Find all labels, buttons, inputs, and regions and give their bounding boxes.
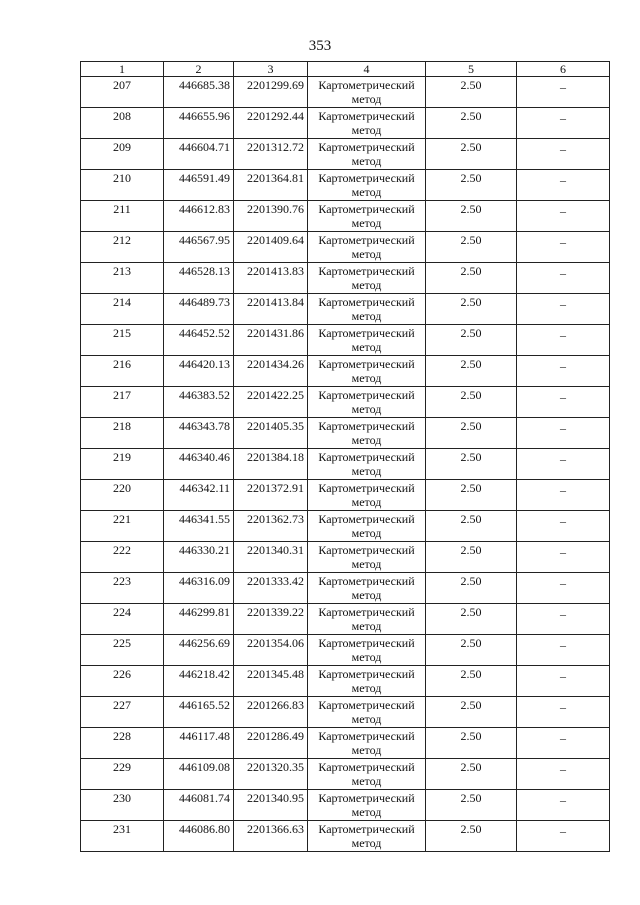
note-cell bbox=[517, 139, 610, 170]
y-coordinate-cell: 2201409.64 bbox=[234, 232, 308, 263]
note-cell bbox=[517, 263, 610, 294]
precision-cell: 2.50 bbox=[426, 759, 517, 790]
x-coordinate-cell: 446343.78 bbox=[164, 418, 234, 449]
note-cell bbox=[517, 790, 610, 821]
dash-mark: – bbox=[560, 235, 566, 249]
precision-cell: 2.50 bbox=[426, 666, 517, 697]
point-number-cell: 227 bbox=[81, 697, 164, 728]
y-coordinate-cell: 2201431.86 bbox=[234, 325, 308, 356]
x-coordinate-cell: 446604.71 bbox=[164, 139, 234, 170]
x-coordinate-cell: 446109.08 bbox=[164, 759, 234, 790]
y-coordinate-cell: 2201320.35 bbox=[234, 759, 308, 790]
dash-mark: – bbox=[560, 514, 566, 528]
table-header bbox=[81, 62, 610, 77]
note-cell bbox=[517, 232, 610, 263]
dash-mark: – bbox=[560, 421, 566, 435]
table-row bbox=[81, 759, 610, 790]
precision-cell: 2.50 bbox=[426, 387, 517, 418]
dash-mark: – bbox=[560, 483, 566, 497]
point-number-cell: 224 bbox=[81, 604, 164, 635]
method-cell: Картометрический метод bbox=[308, 821, 426, 852]
point-number-cell: 216 bbox=[81, 356, 164, 387]
table-row bbox=[81, 573, 610, 604]
table-body bbox=[81, 77, 610, 852]
x-coordinate-cell: 446567.95 bbox=[164, 232, 234, 263]
table-row bbox=[81, 821, 610, 852]
table-row bbox=[81, 790, 610, 821]
dash-mark: – bbox=[560, 390, 566, 404]
method-cell: Картометрический метод bbox=[308, 790, 426, 821]
y-coordinate-cell: 2201340.31 bbox=[234, 542, 308, 573]
method-cell: Картометрический метод bbox=[308, 232, 426, 263]
point-number-cell: 212 bbox=[81, 232, 164, 263]
dash-mark: – bbox=[560, 359, 566, 373]
table-row bbox=[81, 387, 610, 418]
table-row bbox=[81, 604, 610, 635]
method-cell: Картометрический метод bbox=[308, 573, 426, 604]
precision-cell: 2.50 bbox=[426, 573, 517, 604]
note-cell bbox=[517, 449, 610, 480]
note-cell bbox=[517, 542, 610, 573]
y-coordinate-cell: 2201286.49 bbox=[234, 728, 308, 759]
point-number-cell: 217 bbox=[81, 387, 164, 418]
dash-mark: – bbox=[560, 204, 566, 218]
note-cell bbox=[517, 821, 610, 852]
note-cell bbox=[517, 604, 610, 635]
table-row bbox=[81, 480, 610, 511]
method-cell: Картометрический метод bbox=[308, 759, 426, 790]
precision-cell: 2.50 bbox=[426, 449, 517, 480]
table-row bbox=[81, 542, 610, 573]
precision-cell: 2.50 bbox=[426, 232, 517, 263]
note-cell bbox=[517, 511, 610, 542]
point-number-cell: 222 bbox=[81, 542, 164, 573]
table-row bbox=[81, 77, 610, 108]
x-coordinate-cell: 446117.48 bbox=[164, 728, 234, 759]
x-coordinate-cell: 446316.09 bbox=[164, 573, 234, 604]
table-row bbox=[81, 263, 610, 294]
precision-cell: 2.50 bbox=[426, 542, 517, 573]
y-coordinate-cell: 2201364.81 bbox=[234, 170, 308, 201]
method-cell: Картометрический метод bbox=[308, 387, 426, 418]
table-row bbox=[81, 325, 610, 356]
table-row bbox=[81, 170, 610, 201]
y-coordinate-cell: 2201413.83 bbox=[234, 263, 308, 294]
dash-mark: – bbox=[560, 793, 566, 807]
note-cell bbox=[517, 325, 610, 356]
precision-cell: 2.50 bbox=[426, 511, 517, 542]
method-cell: Картометрический метод bbox=[308, 480, 426, 511]
x-coordinate-cell: 446342.11 bbox=[164, 480, 234, 511]
method-cell: Картометрический метод bbox=[308, 356, 426, 387]
point-number-cell: 218 bbox=[81, 418, 164, 449]
method-cell: Картометрический метод bbox=[308, 635, 426, 666]
dash-mark: – bbox=[560, 700, 566, 714]
note-cell bbox=[517, 387, 610, 418]
point-number-cell: 223 bbox=[81, 573, 164, 604]
method-cell: Картометрический метод bbox=[308, 263, 426, 294]
note-cell bbox=[517, 294, 610, 325]
method-cell: Картометрический метод bbox=[308, 325, 426, 356]
note-cell bbox=[517, 573, 610, 604]
method-cell: Картометрический метод bbox=[308, 728, 426, 759]
table-row bbox=[81, 232, 610, 263]
table-row bbox=[81, 356, 610, 387]
y-coordinate-cell: 2201390.76 bbox=[234, 201, 308, 232]
x-coordinate-cell: 446165.52 bbox=[164, 697, 234, 728]
table-row bbox=[81, 666, 610, 697]
dash-mark: – bbox=[560, 638, 566, 652]
note-cell bbox=[517, 480, 610, 511]
dash-mark: – bbox=[560, 142, 566, 156]
dash-mark: – bbox=[560, 173, 566, 187]
y-coordinate-cell: 2201384.18 bbox=[234, 449, 308, 480]
x-coordinate-cell: 446528.13 bbox=[164, 263, 234, 294]
y-coordinate-cell: 2201366.63 bbox=[234, 821, 308, 852]
method-cell: Картометрический метод bbox=[308, 108, 426, 139]
dash-mark: – bbox=[560, 545, 566, 559]
point-number-cell: 225 bbox=[81, 635, 164, 666]
dash-mark: – bbox=[560, 80, 566, 94]
note-cell bbox=[517, 418, 610, 449]
note-cell bbox=[517, 697, 610, 728]
table-row bbox=[81, 697, 610, 728]
page-number: 353 bbox=[308, 38, 332, 54]
dash-mark: – bbox=[560, 576, 566, 590]
method-cell: Картометрический метод bbox=[308, 201, 426, 232]
table-row bbox=[81, 108, 610, 139]
method-cell: Картометрический метод bbox=[308, 604, 426, 635]
header-row bbox=[81, 62, 610, 77]
point-number-cell: 207 bbox=[81, 77, 164, 108]
dash-mark: – bbox=[560, 111, 566, 125]
point-number-cell: 226 bbox=[81, 666, 164, 697]
note-cell bbox=[517, 170, 610, 201]
point-number-cell: 210 bbox=[81, 170, 164, 201]
precision-cell: 2.50 bbox=[426, 604, 517, 635]
dash-mark: – bbox=[560, 669, 566, 683]
dash-mark: – bbox=[560, 731, 566, 745]
precision-cell: 2.50 bbox=[426, 728, 517, 759]
precision-cell: 2.50 bbox=[426, 418, 517, 449]
precision-cell: 2.50 bbox=[426, 635, 517, 666]
dash-mark: – bbox=[560, 452, 566, 466]
x-coordinate-cell: 446591.49 bbox=[164, 170, 234, 201]
point-number-cell: 230 bbox=[81, 790, 164, 821]
dash-mark: – bbox=[560, 824, 566, 838]
coordinates-table bbox=[80, 61, 610, 852]
x-coordinate-cell: 446612.83 bbox=[164, 201, 234, 232]
note-cell bbox=[517, 201, 610, 232]
x-coordinate-cell: 446420.13 bbox=[164, 356, 234, 387]
dash-mark: – bbox=[560, 266, 566, 280]
point-number-cell: 214 bbox=[81, 294, 164, 325]
x-coordinate-cell: 446341.55 bbox=[164, 511, 234, 542]
precision-cell: 2.50 bbox=[426, 201, 517, 232]
table-row bbox=[81, 635, 610, 666]
note-cell bbox=[517, 635, 610, 666]
column-header-1: 1 bbox=[81, 62, 164, 77]
method-cell: Картометрический метод bbox=[308, 294, 426, 325]
method-cell: Картометрический метод bbox=[308, 697, 426, 728]
column-header-4: 4 bbox=[308, 62, 426, 77]
note-cell bbox=[517, 728, 610, 759]
column-header-2: 2 bbox=[164, 62, 234, 77]
table-row bbox=[81, 201, 610, 232]
method-cell: Картометрический метод bbox=[308, 449, 426, 480]
point-number-cell: 209 bbox=[81, 139, 164, 170]
y-coordinate-cell: 2201266.83 bbox=[234, 697, 308, 728]
precision-cell: 2.50 bbox=[426, 77, 517, 108]
y-coordinate-cell: 2201333.42 bbox=[234, 573, 308, 604]
note-cell bbox=[517, 108, 610, 139]
precision-cell: 2.50 bbox=[426, 139, 517, 170]
method-cell: Картометрический метод bbox=[308, 542, 426, 573]
column-header-3: 3 bbox=[234, 62, 308, 77]
precision-cell: 2.50 bbox=[426, 790, 517, 821]
column-header-5: 5 bbox=[426, 62, 517, 77]
precision-cell: 2.50 bbox=[426, 356, 517, 387]
table-row bbox=[81, 449, 610, 480]
point-number-cell: 219 bbox=[81, 449, 164, 480]
x-coordinate-cell: 446081.74 bbox=[164, 790, 234, 821]
method-cell: Картометрический метод bbox=[308, 77, 426, 108]
method-cell: Картометрический метод bbox=[308, 511, 426, 542]
precision-cell: 2.50 bbox=[426, 294, 517, 325]
method-cell: Картометрический метод bbox=[308, 139, 426, 170]
point-number-cell: 221 bbox=[81, 511, 164, 542]
x-coordinate-cell: 446685.38 bbox=[164, 77, 234, 108]
x-coordinate-cell: 446383.52 bbox=[164, 387, 234, 418]
precision-cell: 2.50 bbox=[426, 108, 517, 139]
y-coordinate-cell: 2201312.72 bbox=[234, 139, 308, 170]
table-row bbox=[81, 728, 610, 759]
dash-mark: – bbox=[560, 607, 566, 621]
point-number-cell: 213 bbox=[81, 263, 164, 294]
point-number-cell: 231 bbox=[81, 821, 164, 852]
table-row bbox=[81, 294, 610, 325]
x-coordinate-cell: 446452.52 bbox=[164, 325, 234, 356]
y-coordinate-cell: 2201354.06 bbox=[234, 635, 308, 666]
method-cell: Картометрический метод bbox=[308, 170, 426, 201]
y-coordinate-cell: 2201362.73 bbox=[234, 511, 308, 542]
table-row bbox=[81, 418, 610, 449]
y-coordinate-cell: 2201372.91 bbox=[234, 480, 308, 511]
x-coordinate-cell: 446218.42 bbox=[164, 666, 234, 697]
point-number-cell: 220 bbox=[81, 480, 164, 511]
table-row bbox=[81, 511, 610, 542]
table-row bbox=[81, 139, 610, 170]
x-coordinate-cell: 446256.69 bbox=[164, 635, 234, 666]
y-coordinate-cell: 2201299.69 bbox=[234, 77, 308, 108]
method-cell: Картометрический метод bbox=[308, 666, 426, 697]
y-coordinate-cell: 2201292.44 bbox=[234, 108, 308, 139]
precision-cell: 2.50 bbox=[426, 325, 517, 356]
y-coordinate-cell: 2201434.26 bbox=[234, 356, 308, 387]
note-cell bbox=[517, 356, 610, 387]
y-coordinate-cell: 2201422.25 bbox=[234, 387, 308, 418]
x-coordinate-cell: 446299.81 bbox=[164, 604, 234, 635]
point-number-cell: 215 bbox=[81, 325, 164, 356]
method-cell: Картометрический метод bbox=[308, 418, 426, 449]
point-number-cell: 211 bbox=[81, 201, 164, 232]
dash-mark: – bbox=[560, 328, 566, 342]
y-coordinate-cell: 2201405.35 bbox=[234, 418, 308, 449]
precision-cell: 2.50 bbox=[426, 263, 517, 294]
precision-cell: 2.50 bbox=[426, 480, 517, 511]
x-coordinate-cell: 446330.21 bbox=[164, 542, 234, 573]
precision-cell: 2.50 bbox=[426, 170, 517, 201]
point-number-cell: 229 bbox=[81, 759, 164, 790]
x-coordinate-cell: 446340.46 bbox=[164, 449, 234, 480]
y-coordinate-cell: 2201339.22 bbox=[234, 604, 308, 635]
precision-cell: 2.50 bbox=[426, 697, 517, 728]
point-number-cell: 228 bbox=[81, 728, 164, 759]
x-coordinate-cell: 446655.96 bbox=[164, 108, 234, 139]
dash-mark: – bbox=[560, 297, 566, 311]
y-coordinate-cell: 2201413.84 bbox=[234, 294, 308, 325]
column-header-6: 6 bbox=[517, 62, 610, 77]
note-cell bbox=[517, 77, 610, 108]
point-number-cell: 208 bbox=[81, 108, 164, 139]
dash-mark: – bbox=[560, 762, 566, 776]
note-cell bbox=[517, 759, 610, 790]
x-coordinate-cell: 446489.73 bbox=[164, 294, 234, 325]
y-coordinate-cell: 2201345.48 bbox=[234, 666, 308, 697]
precision-cell: 2.50 bbox=[426, 821, 517, 852]
note-cell bbox=[517, 666, 610, 697]
y-coordinate-cell: 2201340.95 bbox=[234, 790, 308, 821]
x-coordinate-cell: 446086.80 bbox=[164, 821, 234, 852]
